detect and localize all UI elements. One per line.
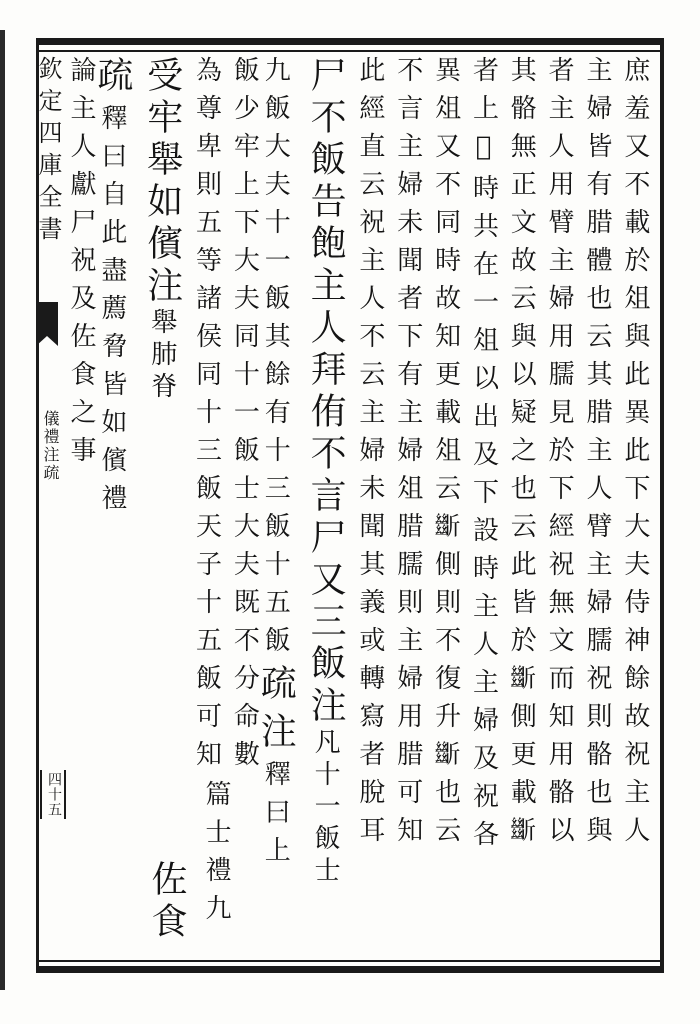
annotation-mark: 注 xyxy=(141,266,183,308)
text-column: 異俎又不同時故知更載俎云𣃔側則不復升𣃔也云 xyxy=(430,56,461,854)
text-column: 其骼無正文故云與以疑之也云此皆於𣃔側更載𣃔 xyxy=(506,56,537,854)
top-border-inner xyxy=(36,50,664,52)
bottom-border-inner xyxy=(36,960,664,962)
main-text-column xyxy=(305,56,351,956)
annotation-text: 凡十一飯士 xyxy=(310,728,341,888)
text-segment: 釋曰上 xyxy=(260,760,291,874)
text-column: 不言主婦未聞者下有主婦俎腊臑則主婦用腊可知 xyxy=(392,56,423,854)
page-edge xyxy=(0,30,5,990)
text-column xyxy=(91,56,138,956)
text-column: 者主人用臂主婦用臑見於下經祝無文而知用骼以 xyxy=(544,56,575,854)
annotation-mark: 注 xyxy=(305,686,347,728)
text-segment: 飯少牢上下大夫同十一飯士大夫既不分命數 xyxy=(229,56,260,778)
commentary-mark: 疏注 xyxy=(255,664,297,760)
text-segment: 論主人獻尸祝及佐食之事 xyxy=(66,56,96,474)
main-text: 尸不飯告飽主人拜侑不言尸又三飯 xyxy=(305,56,347,686)
fish-tail-mark xyxy=(36,302,58,336)
text-column: 主婦皆有腊體也云其腊主人臂主婦臑祝則骼也與 xyxy=(581,56,612,854)
text-segment: 釋曰自此盡薦脅皆如儐禮 xyxy=(96,104,127,522)
text-columns xyxy=(66,56,654,956)
text-column: 者上𡻆時共在一俎以出及下設時主人主婦及祝各 xyxy=(468,56,499,858)
right-border xyxy=(660,38,664,973)
commentary-mark: 疏 xyxy=(91,56,133,104)
book-title: 欽定四庫全書 xyxy=(34,56,62,248)
top-border xyxy=(36,38,664,45)
bottom-border xyxy=(36,966,664,973)
main-text-extra: 佐食 xyxy=(146,860,187,944)
text-column xyxy=(255,56,301,956)
text-segment: 九飯大夫十一飯其餘有十三飯十五飯 xyxy=(260,56,291,664)
text-column-extra: 篇士禮九 xyxy=(201,780,231,932)
page-number: 四十五 xyxy=(40,770,66,819)
text-segment: 為尊卑則五等諸侯同十三飯天子十五飯可知 xyxy=(191,56,222,778)
main-text: 受牢舉如儐 xyxy=(141,56,183,266)
text-column: 此經直云祝主人不云主婦未聞其義或轉寫者脫耳 xyxy=(354,56,385,854)
annotation-text: 舉肺脊 xyxy=(146,308,177,404)
main-text-column xyxy=(141,56,188,956)
text-column: 庶羞又不載於俎與此異此下大夫侍神餘故祝主人 xyxy=(619,56,650,854)
section-label: 儀禮注疏 xyxy=(41,410,60,482)
